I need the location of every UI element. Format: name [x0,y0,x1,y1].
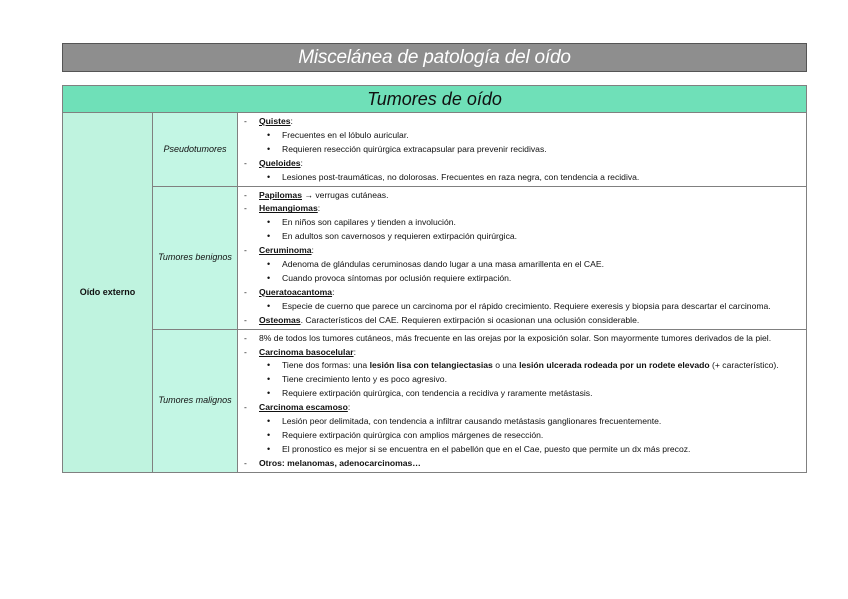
text-run: El pronostico es mejor si se encuentra en el pabellón que en el Cae, puesto que permite un dx más precoz. [282,443,691,454]
list-entry [242,189,802,203]
list-bullet [242,387,802,401]
term-heading: Ceruminoma [259,245,312,256]
category-label: Pseudotumores [153,113,238,187]
category-content [238,186,807,329]
list-bullet [242,272,802,286]
category-content [238,113,807,187]
list-entry [242,346,802,360]
term-heading: Queratoacantoma [259,286,333,297]
term-heading: Carcinoma basocelular [259,346,354,357]
category-content [238,329,807,472]
list-bullet [242,143,802,157]
text-run: Cuando provoca síntomas por oclusión requiere extirpación. [282,272,512,283]
text-run: : [347,402,351,413]
text-run: (+ característico). [709,360,779,371]
text-run: → verrugas cutáneas. [302,189,389,200]
text-run: 8% de todos los tumores cutáneos, más frecuente en las orejas por la exposición solar. Son mayormente tumores derivados de la piel. [259,332,772,343]
list-entry [242,314,802,328]
region-label: Oído externo [63,113,153,473]
list-bullet [242,171,802,185]
term-heading: Quistes [259,116,291,126]
text-run: : [353,346,356,357]
text-run: Requiere extirpación quirúrgica con amplios márgenes de resección. [282,429,544,440]
text-run: o una [492,360,520,371]
text-run: Tiene crecimiento lento y es poco agresivo. [282,374,447,385]
list-entry [242,157,802,171]
list-entry [242,115,802,129]
text-run: : [317,203,321,214]
text-run: Frecuentes en el lóbulo auricular. [282,129,409,140]
text-run: Tiene dos formas: una [282,360,370,371]
list-bullet [242,230,802,244]
term-heading: Osteomas [259,314,301,325]
list-entry [242,286,802,300]
list-entry [242,202,802,216]
page-title: Miscelánea de patología del oído [62,43,807,72]
term-heading: Carcinoma escamoso [259,402,348,413]
text-run: En niños son capilares y tienden a involución. [282,217,456,228]
list-entry [242,244,802,258]
list-bullet [242,300,802,314]
list-bullet [242,443,802,457]
bold-text: lesión ulcerada rodeada por un rodete elevado [519,360,710,371]
tumors-table [62,85,807,473]
text-run: . Característicos del CAE. Requieren extirpación si ocasionan una oclusión considerable. [300,314,640,325]
text-run: : [332,286,335,297]
list-entry [242,401,802,415]
bold-text: Otros: melanomas, adenocarcinomas… [259,457,421,468]
section-title: Tumores de oído [63,86,807,113]
text-run: En adultos son cavernosos y requieren extirpación quirúrgica. [282,231,518,242]
text-run: Requieren resección quirúrgica extracapsular para prevenir recidivas. [282,143,547,154]
list-bullet [242,129,802,143]
text-run: Requiere extirpación quirúrgica, con tendencia a recidiva y raramente metástasis. [282,388,593,399]
term-heading: Queloides [259,157,301,168]
list-bullet [242,258,802,272]
term-heading: Hemangiomas [259,203,318,214]
list-bullet [242,359,802,373]
list-bullet [242,429,802,443]
category-label: Tumores benignos [153,186,238,329]
text-run: Lesión peor delimitada, con tendencia a infiltrar causando metástasis ganglionares frecuentemente. [282,416,662,427]
list-bullet [242,216,802,230]
list-entry [242,457,802,471]
text-run: Adenoma de glándulas ceruminosas dando lugar a una masa amarillenta en el CAE. [282,259,604,270]
list-bullet [242,373,802,387]
text-run: : [290,116,293,126]
text-run: : [311,245,314,256]
term-heading: Papilomas [259,189,302,200]
list-bullet [242,415,802,429]
list-entry [242,332,802,346]
text-run: Lesiones post-traumáticas, no dolorosas. Frecuentes en raza negra, con tendencia a recidiva. [282,171,640,182]
bold-text: lesión lisa con telangiectasias [369,360,493,371]
text-run: : [300,157,303,168]
category-label: Tumores malignos [153,329,238,472]
text-run: Especie de cuerno que parece un carcinoma por el rápido crecimiento. Requiere exeresis y biopsia para descartar el carcinoma. [282,300,771,311]
